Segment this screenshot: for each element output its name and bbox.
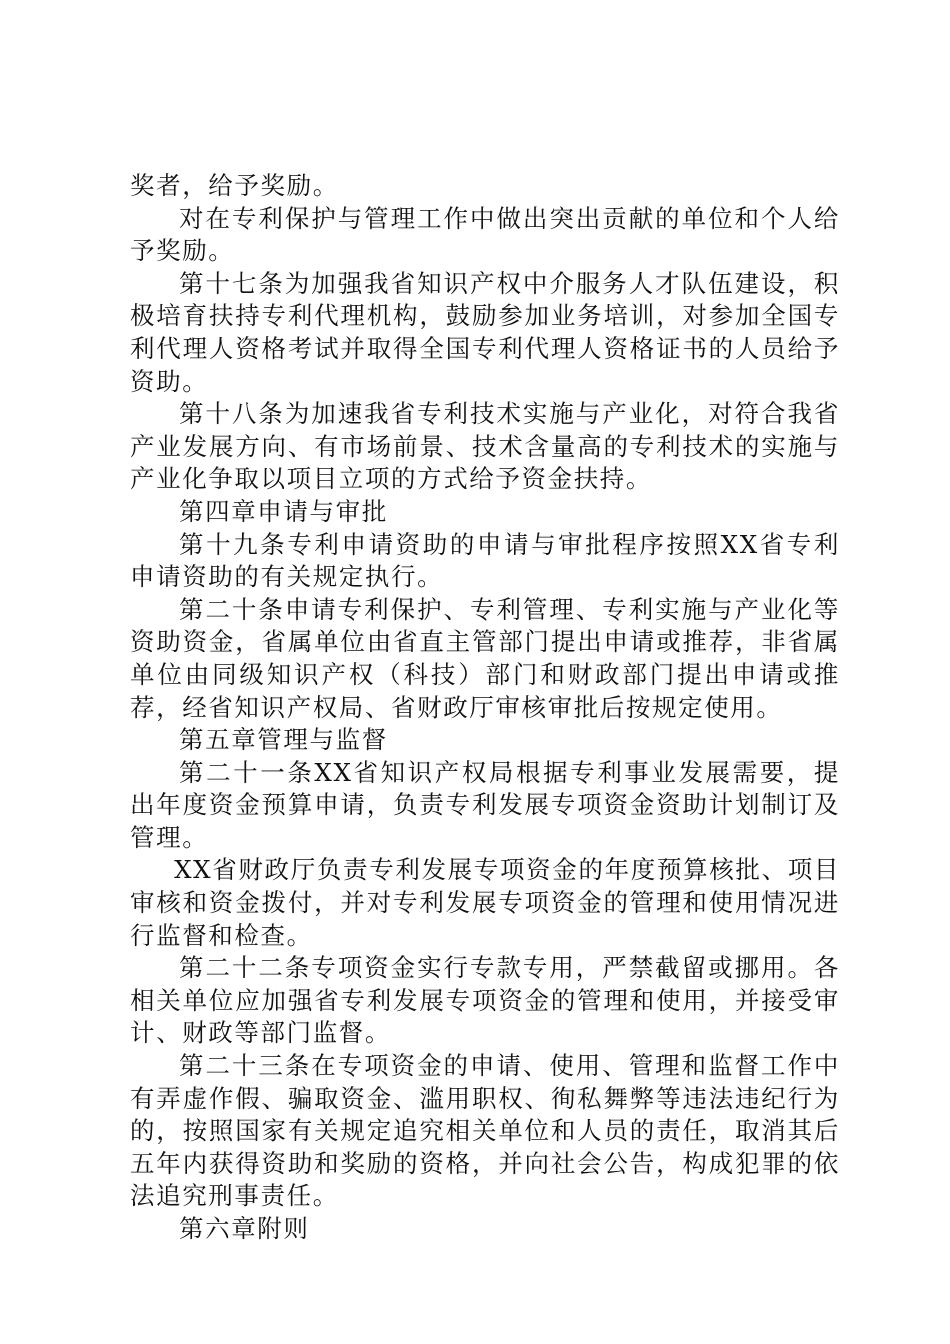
chapter-6-heading: 第六章附则: [179, 1214, 310, 1243]
chapter-4-heading: 第四章申请与审批: [179, 496, 388, 526]
paragraph-article-17: 第十七条为加强我省知识产权中介服务人才队伍建设，积极培育扶持专利代理机构，鼓励参加业务培训，对参加全国专利代理人资格考试并取得全国专利代理人资格证书的人员给予资助。: [130, 268, 840, 396]
paragraph-article-23: 第二十三条在专项资金的申请、使用、管理和监督工作中有弄虚作假、骗取资金、滥用职权、徇私舞弊等违法违纪行为的，按照国家有关规定追究相关单位和人员的责任，取消其后五年内获得资助和奖励的资格，并向社会公告，构成犯罪的依法追究刑事责任。: [130, 1051, 840, 1211]
paragraph-article-19: 第十九条专利申请资助的申请与审批程序按照XX省专利申请资助的有关规定执行。: [130, 529, 840, 592]
paragraph-article-21: 第二十一条XX省知识产权局根据专利事业发展需要，提出年度资金预算申请，负责专利发展专项资金资助计划制订及管理。: [130, 757, 840, 852]
paragraph-finance-department: XX省财政厅负责专利发展专项资金的年度预算核批、项目审核和资金拨付，并对专利发展专项资金的管理和使用情况进行监督和检查。: [130, 855, 840, 950]
paragraph-article-18: 第十八条为加速我省专利技术实施与产业化，对符合我省产业发展方向、有市场前景、技术含量高的专利技术的实施与产业化争取以项目立项的方式给予资金扶持。: [130, 399, 840, 494]
document-body: [130, 170, 840, 1246]
paragraph-article-20: 第二十条申请专利保护、专利管理、专利实施与产业化等资助资金，省属单位由省直主管部门提出申请或推荐，非省属单位由同级知识产权（科技）部门和财政部门提出申请或推荐，经省知识产权局、省财政厅审核审批后按规定使用。: [130, 594, 840, 722]
paragraph-award-continuation: 奖者，给予奖励。: [130, 171, 339, 200]
chapter-5-heading: 第五章管理与监督: [179, 725, 388, 755]
paragraph-article-22: 第二十二条专项资金实行专款专用，严禁截留或挪用。各相关单位应加强省专利发展专项资金的管理和使用，并接受审计、财政等部门监督。: [130, 953, 840, 1048]
paragraph-protection-award: 对在专利保护与管理工作中做出突出贡献的单位和个人给予奖励。: [130, 203, 840, 266]
